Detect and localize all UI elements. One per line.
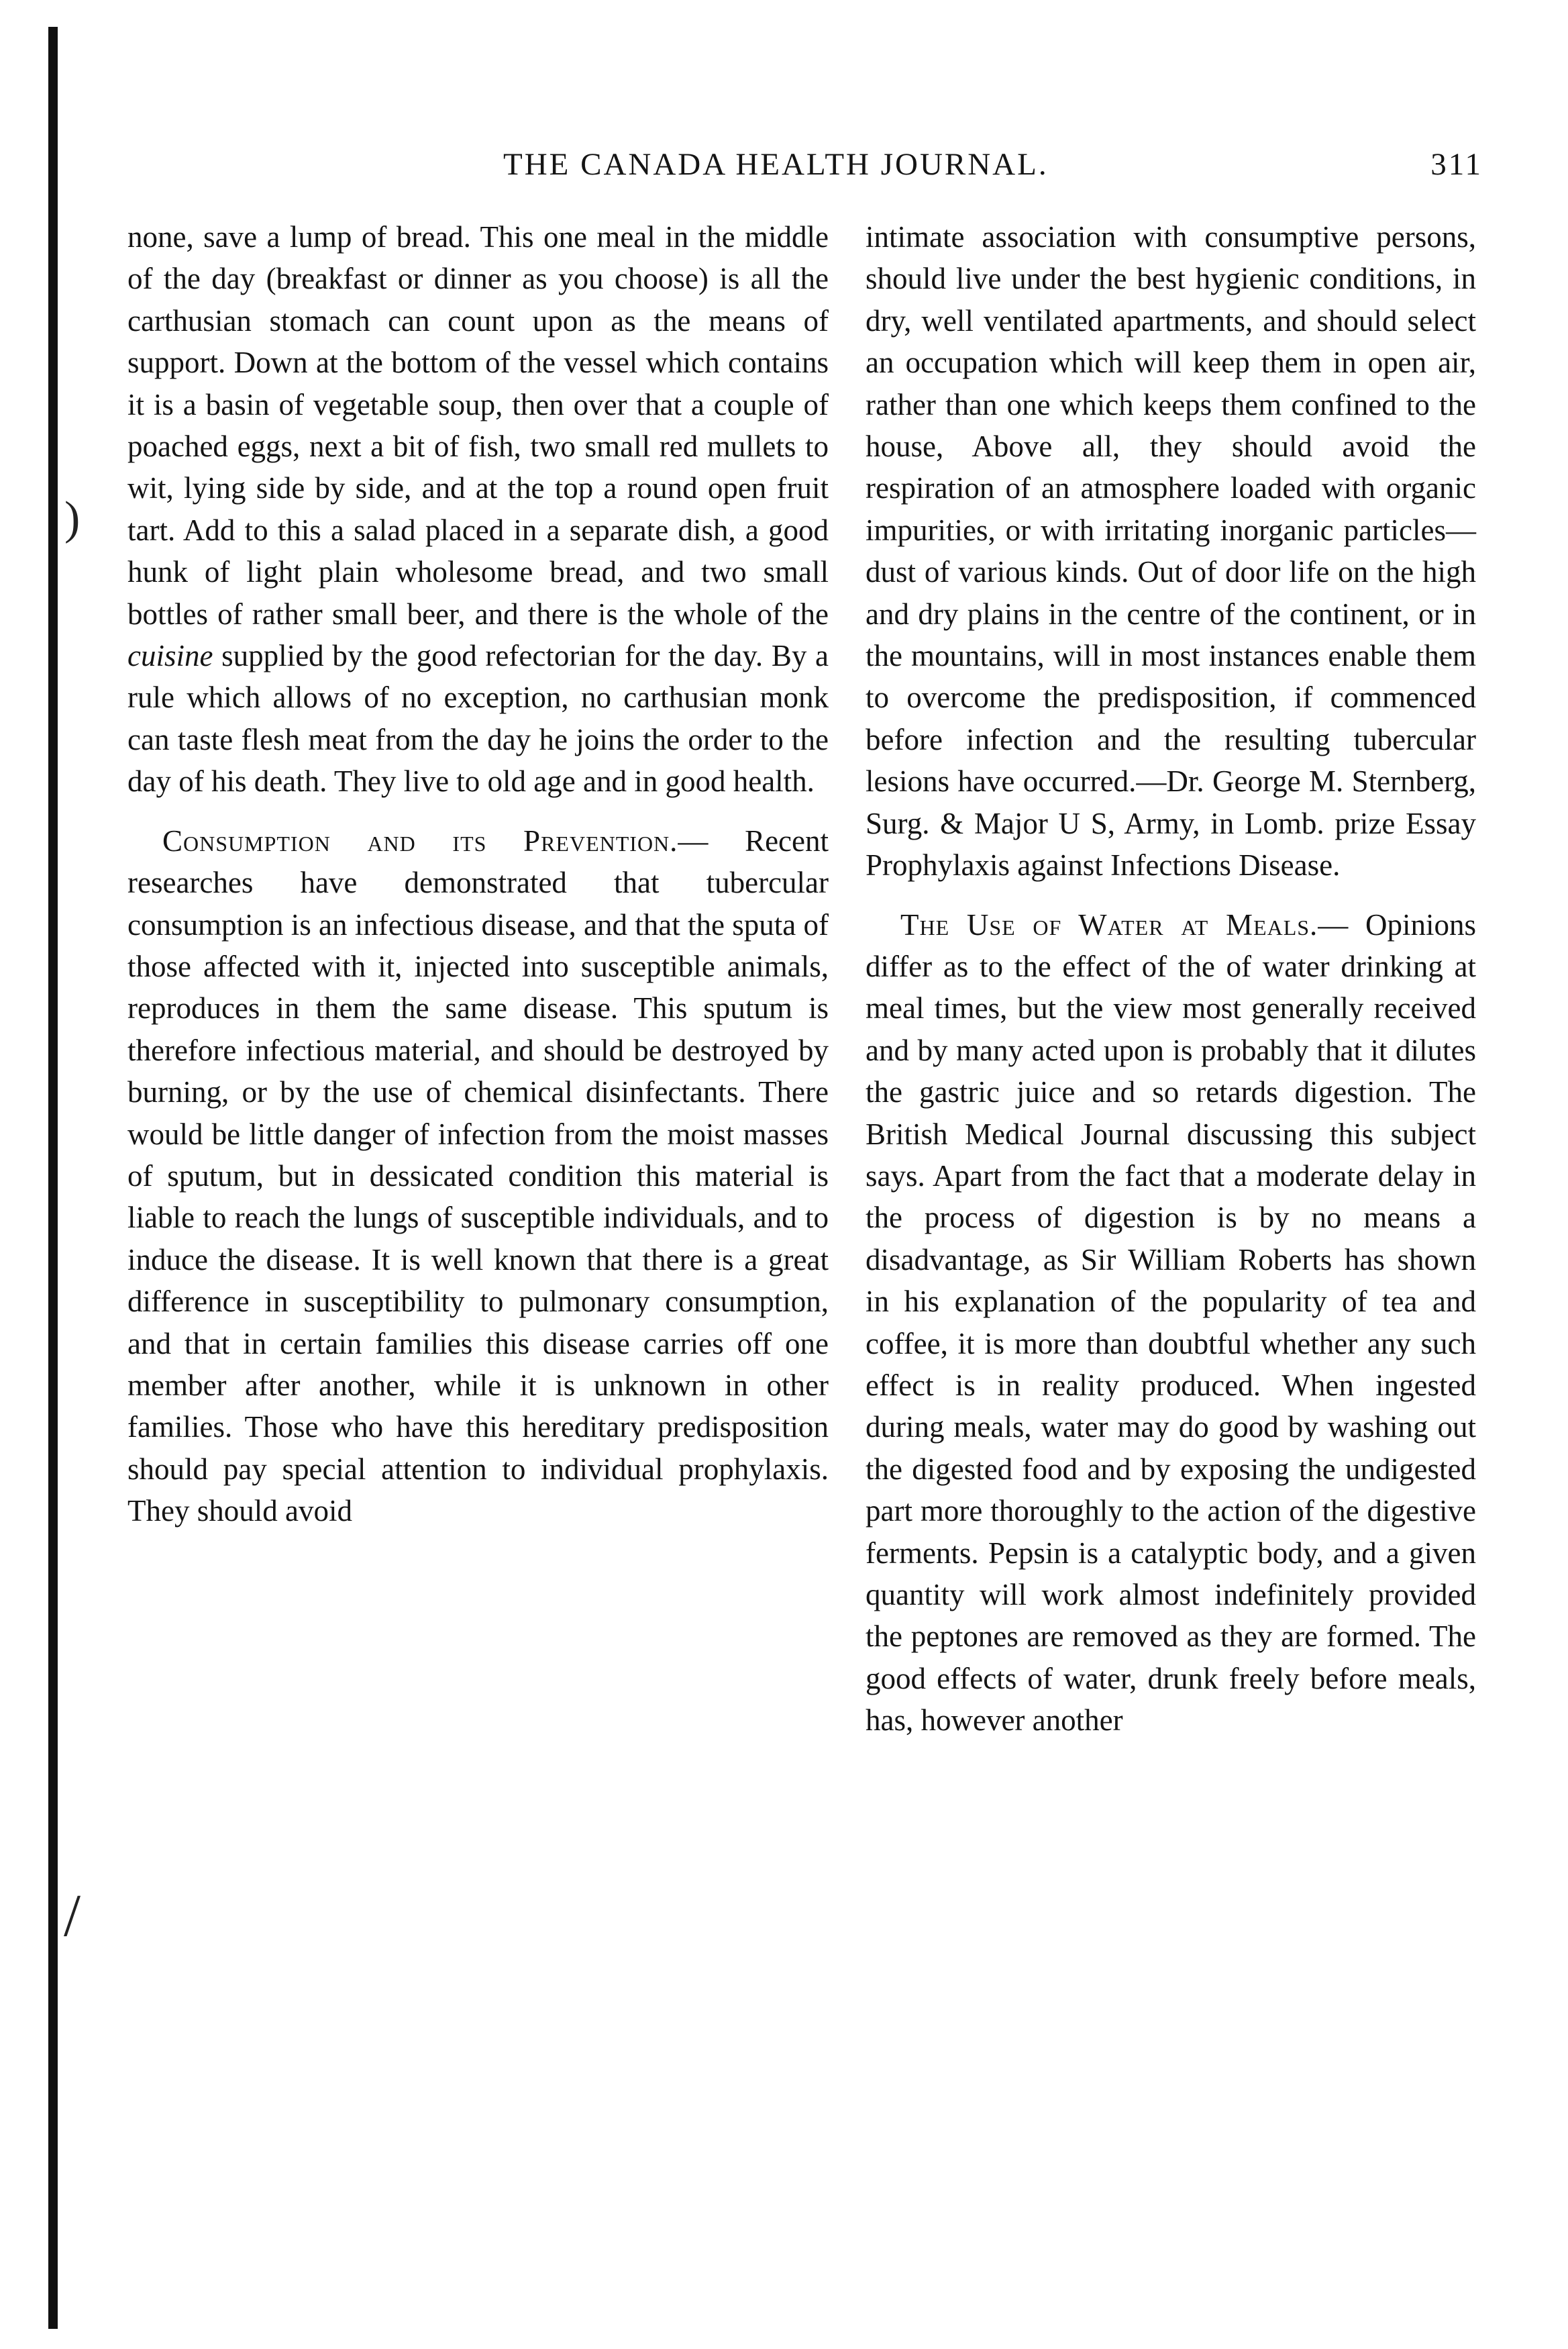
carthusian-text: none, save a lump of bread. This one meal in the middle of the day (breakfast or dinner as you choose) is all the carthusian stomach can count upon as the means of support. Down at the bottom of the vessel which contains it is a basin of vegetable soup, then over that a couple of poached eggs, next a bit of fish, two small red mullets to wit, lying side by side, and at the top a round open fruit tart. Add to this a salad placed in a separate dish, a good hunk of light plain wholesome bread, and two small bottles of rather small beer, and there is the whole of the <box>127 220 829 631</box>
carthusian-diet-paragraph <box>127 216 829 803</box>
right-column <box>866 216 1476 1742</box>
consumption-continued-paragraph <box>866 216 1476 887</box>
cuisine-italic-word: cuisine <box>127 639 213 673</box>
journal-title: THE CANADA HEALTH JOURNAL. <box>503 147 1049 182</box>
consumption-continued-text: intimate association with consumptive persons, should live under the best hygienic conditions, in dry, well ventilated apartments, and should select an occupation which will keep them in open air, rather than one which keeps them confined to the house, Above all, they should avoid the respiration of an atmosphere loaded with organic impurities, or with irritating inorganic particles—dust of various kinds. Out of door life on the high and dry plains in the centre of the continent, or in the mountains, will in most instances enable them to overcome the predisposition, if commenced before infection and the resulting tubercular lesions have occurred.—Dr. George M. Sternberg, Surg. & Major U S, Army, in Lomb. prize Essay Prophylaxis against Infections Disease. <box>866 220 1476 883</box>
consumption-paragraph <box>127 820 829 1532</box>
running-header <box>81 146 1483 193</box>
water-heading: The Use of Water at Meals.— <box>900 907 1349 942</box>
binding-edge-rule <box>48 27 58 2329</box>
margin-bracket-mark: ) <box>64 493 81 544</box>
consumption-text: Recent researches have demonstrated that tubercular consumption is an infectious disease, and that the sputa of those affected with it, injected into susceptible animals, reproduces in them the same disease. This sputum is therefore infectious material, and should be destroyed by burning, or by the use of chemical disinfectants. There would be little danger of infection from the moist masses of sputum, but in dessicated condition this material is liable to reach the lungs of susceptible individuals, and to induce the disease. It is well known that there is a great difference in susceptibility to pulmonary consumption, and that in certain families this disease carries off one member after another, while it is unknown in other families. Those who have this hereditary predisposition should pay special attention to individual prophylaxis. They should avoid <box>127 823 829 1528</box>
water-at-meals-paragraph <box>866 904 1476 1742</box>
margin-slash-mark: / <box>64 1883 81 1949</box>
carthusian-text-end: supplied by the good refectorian for the day. By a rule which allows of no exception, no carthusian monk can taste flesh meat from the day he joins the order to the day of his death. They live to old age and in good health. <box>127 639 829 799</box>
water-text: Opinions differ as to the effect of the of water drinking at meal times, but the view most generally received and by many acted upon is probably that it dilutes the gastric juice and so retards digestion. The British Medical Journal discussing this subject says. Apart from the fact that a moderate delay in the process of digestion is by no means a disadvantage, as Sir William Roberts has shown in his explanation of the popularity of tea and coffee, it is more than doubtful whether any such effect is in reality produced. When ingested during meals, water may do good by washing out the digested food and by exposing the undigested part more thoroughly to the action of the digestive ferments. Pepsin is a catalyptic body, and a given quantity will work almost indefinitely provided the peptones are removed as they are formed. The good effects of water, drunk freely before meals, has, however another <box>866 907 1476 1738</box>
left-column <box>127 216 829 1532</box>
consumption-heading: Consumption and its Prevention.— <box>162 823 709 858</box>
page-number: 311 <box>1430 147 1483 182</box>
